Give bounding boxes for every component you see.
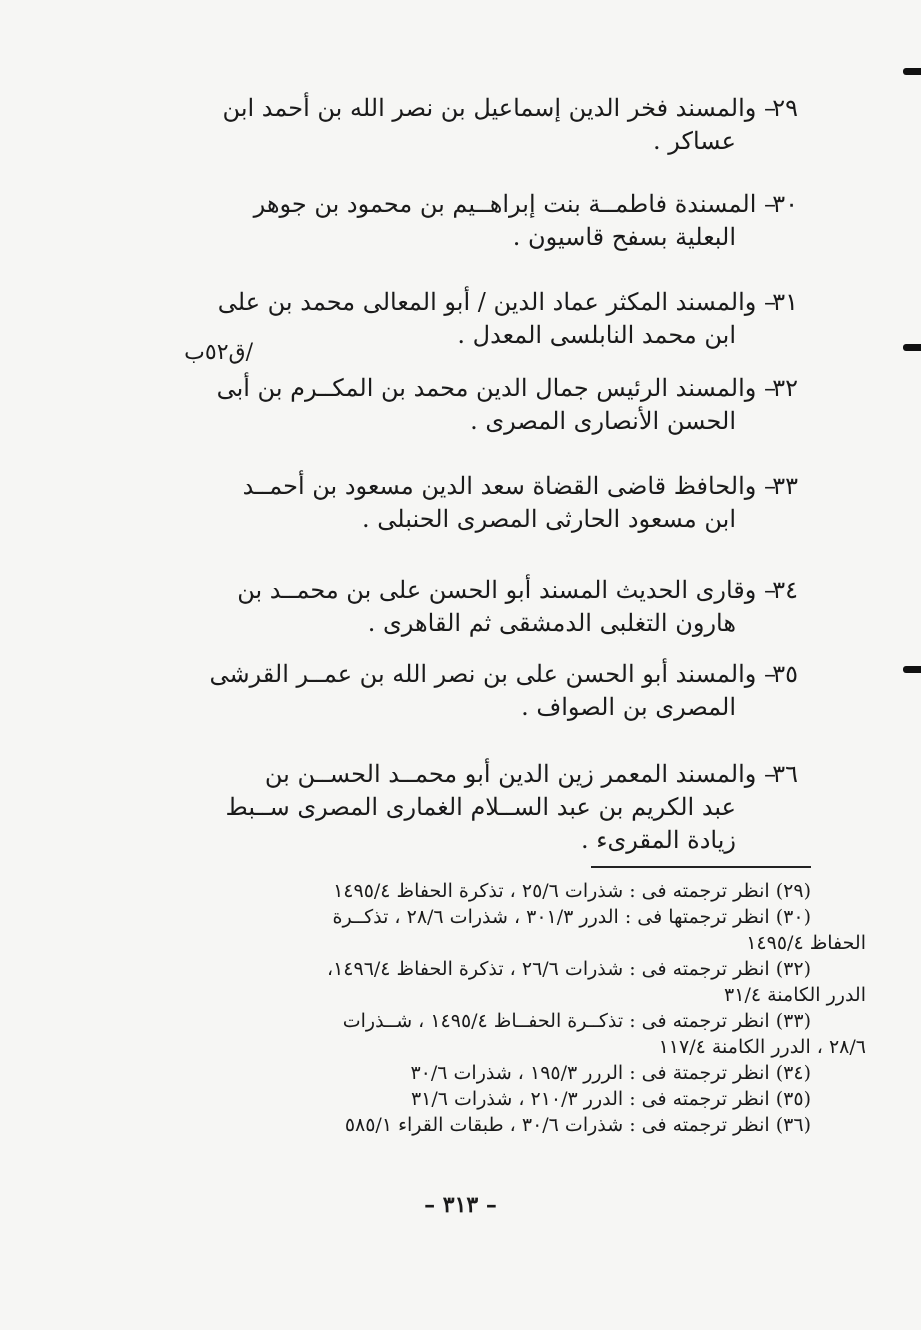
biography-entry (136, 758, 798, 857)
page-edge-mark (903, 666, 921, 673)
entry-number: ٣٦ (772, 760, 798, 788)
entry-number: ٣١ (772, 288, 798, 316)
biography-entry (136, 188, 798, 254)
footnote-continuation: الحفاظ ١٤٩٥/٤ (746, 932, 866, 954)
footnote: (٣٣) انظر ترجمته فى : تذكــرة الحفــاظ ١٤٩٥/٤ ، شــذرات (342, 1010, 811, 1032)
footnote: (٣٠) انظر ترجمتها فى : الدرر ٣٠١/٣ ، شذرات ٢٨/٦ ، تذكــرة (332, 906, 811, 928)
footnotes (111, 878, 866, 1138)
entry-number: ٣٣ (772, 472, 798, 500)
entry-number: ٣٢ (772, 374, 798, 402)
footnote: (٣٦) انظر ترجمته فى : شذرات ٣٠/٦ ، طبقات القراء ٥٨٥/١ (344, 1114, 811, 1136)
footnote-continuation: الدرر الكامنة ٣١/٤ (724, 984, 866, 1006)
entry-line: ابن مسعود الحارثى المصرى الحنبلى . (362, 505, 736, 533)
entry-line: عساكر . (653, 127, 736, 155)
entry-line: – المسندة فاطمــة بنت إبراهــيم بن محمود بن جوهر (253, 190, 776, 218)
footnote: (٣٥) انظر ترجمته فى : الدرر ٢١٠/٣ ، شذرات ٣١/٦ (410, 1088, 811, 1110)
entry-line: الحسن الأنصارى المصرى . (470, 407, 736, 435)
biography-entry (136, 92, 798, 158)
entry-line: – والمسند المكثر عماد الدين / أبو المعالى محمد بن على (217, 288, 776, 316)
entry-number: ٣٤ (772, 576, 798, 604)
entry-line: – والمسند الرئيس جمال الدين محمد بن المكــرم بن أبى (216, 374, 776, 402)
entry-line: – وقارى الحديث المسند أبو الحسن على بن محمــد بن (237, 576, 776, 604)
biography-entry (136, 658, 798, 724)
entry-number: ٢٩ (772, 94, 798, 122)
entry-line: زيادة المقرىء . (580, 826, 736, 854)
footnote: (٣٢) انظر ترجمته فى : شذرات ٢٦/٦ ، تذكرة الحفاظ ١٤٩٦/٤، (326, 958, 811, 980)
entry-number: ٣٥ (772, 660, 798, 688)
entry-number: ٣٠ (772, 190, 798, 218)
page-edge-mark (903, 68, 921, 75)
entry-line: ابن محمد النابلسى المعدل . (457, 321, 736, 349)
page-edge-mark (903, 344, 921, 351)
footnote-continuation: ٢٨/٦ ، الدرر الكامنة ١١٧/٤ (658, 1036, 866, 1058)
entry-line: هارون التغلبى الدمشقى ثم القاهرى . (367, 609, 736, 637)
entry-line: – والمسند أبو الحسن على بن نصر الله بن عمــر القرشى (209, 660, 776, 688)
folio-marker: /ق٥٢ب (184, 340, 253, 365)
footnote-divider (591, 866, 811, 868)
entry-line: المصرى بن الصواف . (521, 693, 736, 721)
footnote: (٢٩) انظر ترجمته فى : شذرات ٢٥/٦ ، تذكرة الحفاظ ١٤٩٥/٤ (333, 880, 811, 902)
entry-line: عبد الكريم بن عبد الســلام الغمارى المصرى ســبط (225, 793, 736, 821)
biography-entry (136, 470, 798, 536)
entry-line: – والمسند المعمر زين الدين أبو محمــد الحســن بن (264, 760, 776, 788)
biography-entry (136, 372, 798, 438)
entry-line: البعلية بسفح قاسيون . (512, 223, 736, 251)
biography-entry (136, 574, 798, 640)
entry-line: – والمسند فخر الدين إسماعيل بن نصر الله بن أحمد ابن (222, 94, 776, 122)
page-number: – ٣١٣ – (424, 1192, 497, 1218)
entry-line: – والحافظ قاضى القضاة سعد الدين مسعود بن أحمــد (242, 472, 776, 500)
footnote: (٣٤) انظر ترجمتة فى : الررر ١٩٥/٣ ، شذرات ٣٠/٦ (410, 1062, 811, 1084)
